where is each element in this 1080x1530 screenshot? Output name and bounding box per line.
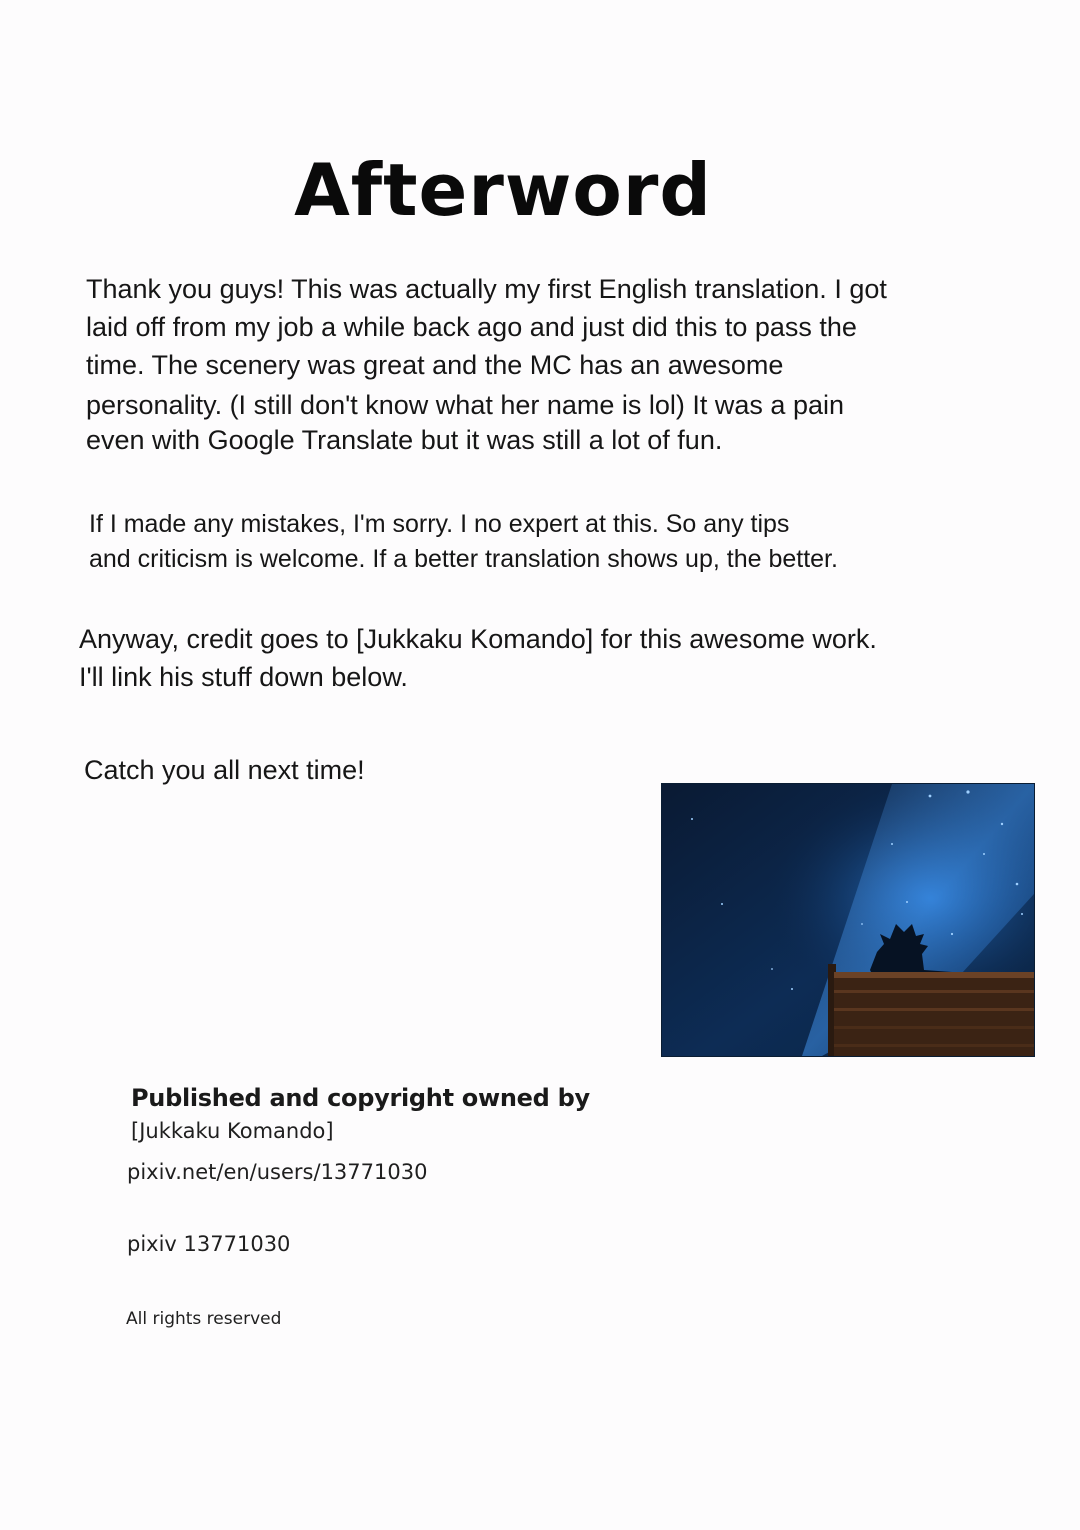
page-title: Afterword — [294, 148, 712, 232]
artwork-image — [661, 783, 1035, 1057]
paragraph-line: If I made any mistakes, I'm sorry. I no expert at this. So any tips — [89, 510, 790, 538]
paragraph-line: laid off from my job a while back ago and just did this to pass the — [86, 312, 857, 342]
author-name: [Jukkaku Komando] — [131, 1119, 334, 1143]
pixiv-id: pixiv 13771030 — [127, 1232, 291, 1256]
paragraph-line: personality. (I still don't know what her name is lol) It was a pain — [86, 390, 844, 420]
paragraph-line: time. The scenery was great and the MC has an awesome — [86, 350, 784, 380]
paragraph-line: even with Google Translate but it was still a lot of fun. — [86, 425, 723, 455]
night-scene-illustration — [662, 784, 1034, 1056]
pixiv-profile-link[interactable]: pixiv.net/en/users/13771030 — [127, 1160, 428, 1184]
paragraph-thanks — [86, 270, 887, 459]
paragraph-line: Anyway, credit goes to [Jukkaku Komando] for this awesome work. — [79, 624, 877, 654]
paragraph-mistakes — [89, 507, 838, 577]
bench — [828, 964, 1034, 1056]
paragraph-line: Thank you guys! This was actually my first English translation. I got — [86, 274, 887, 304]
copyright-label: Published and copyright owned by — [131, 1084, 590, 1112]
paragraph-line: and criticism is welcome. If a better translation shows up, the better. — [89, 545, 838, 573]
paragraph-line: Catch you all next time! — [84, 755, 365, 785]
paragraph-signoff — [84, 751, 365, 789]
rights-notice: All rights reserved — [126, 1309, 282, 1329]
paragraph-credit — [79, 620, 877, 696]
paragraph-line: I'll link his stuff down below. — [79, 662, 408, 692]
